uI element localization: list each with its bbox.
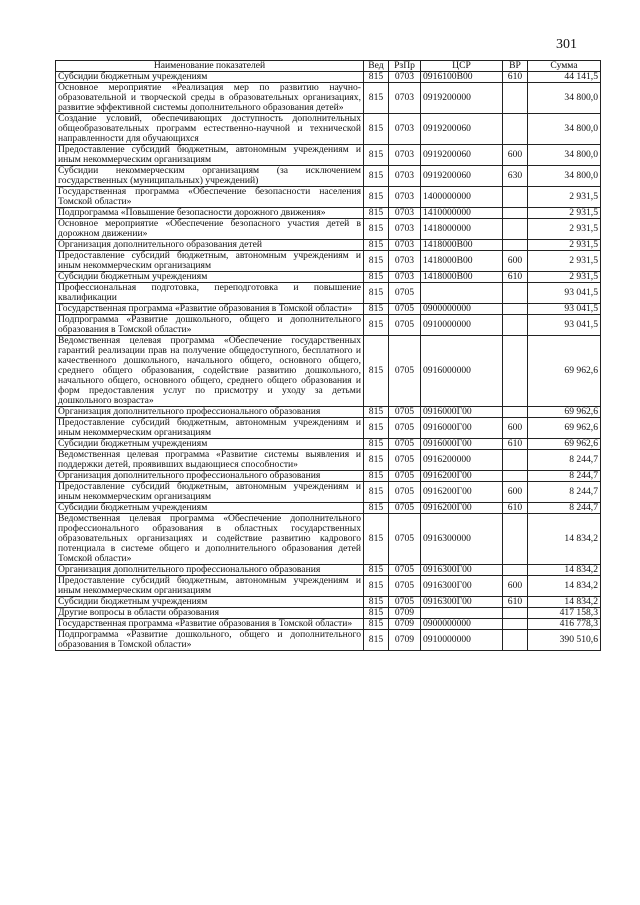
table-row: [56, 283, 601, 304]
cell-name: Предоставление субсидий бюджетным, автономным учреждениям и иным некоммерческим организациям: [56, 418, 364, 439]
cell-name: Организация дополнительного профессионального образования: [56, 565, 364, 576]
table-row: [56, 272, 601, 283]
cell-ved: 815: [364, 304, 389, 315]
cell-name: Субсидии бюджетным учреждениям: [56, 503, 364, 514]
cell-rzpr: 0705: [389, 315, 421, 336]
cell-csr: [421, 283, 503, 304]
table-row: [56, 608, 601, 619]
cell-rzpr: 0703: [389, 240, 421, 251]
cell-sum: 34 800,0: [528, 114, 601, 145]
cell-vr: [503, 565, 528, 576]
cell-sum: 2 931,5: [528, 208, 601, 219]
cell-vr: 600: [503, 482, 528, 503]
header-vr: ВР: [503, 61, 528, 72]
table-row: [56, 208, 601, 219]
header-csr: ЦСР: [421, 61, 503, 72]
cell-vr: [503, 219, 528, 240]
cell-csr: 0916000Г00: [421, 407, 503, 418]
cell-name: Организация дополнительного образования детей: [56, 240, 364, 251]
table-row: [56, 304, 601, 315]
cell-rzpr: 0703: [389, 208, 421, 219]
cell-vr: 610: [503, 503, 528, 514]
cell-csr: 1418000000: [421, 219, 503, 240]
cell-ved: 815: [364, 514, 389, 565]
cell-ved: 815: [364, 439, 389, 450]
table-row: [56, 114, 601, 145]
page-number: 301: [556, 37, 577, 52]
cell-sum: 8 244,7: [528, 503, 601, 514]
cell-rzpr: 0703: [389, 272, 421, 283]
cell-vr: 610: [503, 597, 528, 608]
cell-vr: [503, 471, 528, 482]
cell-name: Ведомственная целевая программа «Обеспечение государственных гарантий реализации прав на получение общедоступного, бесплатного и качественного дошкольного, начального общего, основного общего, среднего общего образования, содействие развитию дошкольного, начального общего, основного общего, среднего общего образования и форм предоставления услуг по присмотру и уходу за детьми дошкольного возраста»: [56, 336, 364, 407]
cell-name: Основное мероприятие «Обеспечение безопасного участия детей в дорожном движении»: [56, 219, 364, 240]
table-body: [56, 72, 601, 651]
cell-ved: 815: [364, 283, 389, 304]
cell-csr: 0900000000: [421, 304, 503, 315]
cell-csr: 0916000000: [421, 336, 503, 407]
cell-csr: 0916200000: [421, 450, 503, 471]
cell-vr: [503, 407, 528, 418]
cell-rzpr: 0705: [389, 418, 421, 439]
cell-name: Ведомственная целевая программа «Развитие системы выявления и поддержки детей, проявивших выдающиеся способности»: [56, 450, 364, 471]
cell-name: Субсидии бюджетным учреждениям: [56, 439, 364, 450]
cell-name: Субсидии некоммерческим организациям (за исключением государственных (муниципальных) учреждений): [56, 166, 364, 187]
cell-csr: 0916300000: [421, 514, 503, 565]
cell-sum: 2 931,5: [528, 219, 601, 240]
cell-ved: 815: [364, 608, 389, 619]
cell-ved: 815: [364, 251, 389, 272]
cell-csr: 0919200000: [421, 83, 503, 114]
cell-csr: 0916000Г00: [421, 418, 503, 439]
cell-ved: 815: [364, 145, 389, 166]
cell-csr: 0916300Г00: [421, 597, 503, 608]
cell-vr: 610: [503, 72, 528, 83]
table-row: [56, 439, 601, 450]
cell-sum: 14 834,2: [528, 565, 601, 576]
cell-name: Предоставление субсидий бюджетным, автономным учреждениям и иным некоммерческим организациям: [56, 251, 364, 272]
cell-csr: [421, 608, 503, 619]
cell-vr: 610: [503, 439, 528, 450]
table-row: [56, 471, 601, 482]
table-row: [56, 619, 601, 630]
cell-ved: 815: [364, 336, 389, 407]
cell-sum: 2 931,5: [528, 187, 601, 208]
cell-rzpr: 0705: [389, 471, 421, 482]
cell-csr: 0916200Г00: [421, 482, 503, 503]
cell-sum: 44 141,5: [528, 72, 601, 83]
cell-rzpr: 0705: [389, 565, 421, 576]
cell-vr: [503, 336, 528, 407]
cell-sum: 417 158,3: [528, 608, 601, 619]
cell-name: Государственная программа «Обеспечение безопасности населения Томской области»: [56, 187, 364, 208]
cell-csr: 0916200Г00: [421, 471, 503, 482]
table-row: [56, 565, 601, 576]
cell-sum: 416 778,3: [528, 619, 601, 630]
header-rzpr: РзПр: [389, 61, 421, 72]
cell-ved: 815: [364, 208, 389, 219]
cell-csr: 0916200Г00: [421, 503, 503, 514]
cell-sum: 69 962,6: [528, 407, 601, 418]
cell-rzpr: 0703: [389, 219, 421, 240]
cell-ved: 815: [364, 471, 389, 482]
cell-vr: 600: [503, 418, 528, 439]
cell-sum: 93 041,5: [528, 283, 601, 304]
table-row: [56, 514, 601, 565]
cell-ved: 815: [364, 240, 389, 251]
cell-sum: 2 931,5: [528, 251, 601, 272]
cell-sum: 34 800,0: [528, 166, 601, 187]
cell-ved: 815: [364, 407, 389, 418]
cell-name: Субсидии бюджетным учреждениям: [56, 72, 364, 83]
cell-rzpr: 0703: [389, 83, 421, 114]
cell-rzpr: 0705: [389, 283, 421, 304]
cell-vr: 630: [503, 166, 528, 187]
cell-rzpr: 0705: [389, 576, 421, 597]
budget-table: [55, 60, 601, 651]
cell-sum: 2 931,5: [528, 272, 601, 283]
cell-sum: 34 800,0: [528, 83, 601, 114]
cell-sum: 8 244,7: [528, 450, 601, 471]
cell-rzpr: 0705: [389, 597, 421, 608]
cell-ved: 815: [364, 619, 389, 630]
cell-name: Ведомственная целевая программа «Обеспечение дополнительного профессионального образования в областных государственных образовательных организациях и содействие развитию кадрового потенциала в системе общего и дополнительного образования детей Томской области»: [56, 514, 364, 565]
cell-csr: 0919200060: [421, 166, 503, 187]
header-name: Наименование показателей: [56, 61, 364, 72]
cell-rzpr: 0705: [389, 407, 421, 418]
cell-ved: 815: [364, 597, 389, 608]
header-sum: Сумма: [528, 61, 601, 72]
cell-sum: 14 834,2: [528, 514, 601, 565]
table-row: [56, 72, 601, 83]
cell-name: Организация дополнительного профессионального образования: [56, 407, 364, 418]
cell-sum: 14 834,2: [528, 576, 601, 597]
table-row: [56, 315, 601, 336]
cell-sum: 34 800,0: [528, 145, 601, 166]
cell-csr: 0916300Г00: [421, 576, 503, 597]
cell-ved: 815: [364, 565, 389, 576]
cell-name: Предоставление субсидий бюджетным, автономным учреждениям и иным некоммерческим организациям: [56, 576, 364, 597]
cell-sum: 14 834,2: [528, 597, 601, 608]
cell-rzpr: 0703: [389, 166, 421, 187]
cell-ved: 815: [364, 482, 389, 503]
table-row: [56, 407, 601, 418]
cell-ved: 815: [364, 630, 389, 651]
cell-csr: 0910000000: [421, 630, 503, 651]
cell-name: Подпрограмма «Развитие дошкольного, общего и дополнительного образования в Томской области»: [56, 315, 364, 336]
cell-rzpr: 0705: [389, 503, 421, 514]
cell-name: Субсидии бюджетным учреждениям: [56, 597, 364, 608]
cell-vr: [503, 619, 528, 630]
cell-vr: [503, 450, 528, 471]
cell-rzpr: 0703: [389, 187, 421, 208]
cell-sum: 2 931,5: [528, 240, 601, 251]
cell-sum: 8 244,7: [528, 471, 601, 482]
cell-csr: 1410000000: [421, 208, 503, 219]
cell-vr: 600: [503, 251, 528, 272]
table-row: [56, 219, 601, 240]
table-row: [56, 145, 601, 166]
cell-vr: 610: [503, 272, 528, 283]
cell-name: Государственная программа «Развитие образования в Томской области»: [56, 619, 364, 630]
cell-name: Предоставление субсидий бюджетным, автономным учреждениям и иным некоммерческим организациям: [56, 145, 364, 166]
cell-ved: 815: [364, 450, 389, 471]
cell-csr: 1418000В00: [421, 240, 503, 251]
cell-sum: 69 962,6: [528, 418, 601, 439]
cell-sum: 8 244,7: [528, 482, 601, 503]
cell-vr: [503, 83, 528, 114]
table-row: [56, 240, 601, 251]
cell-csr: 0916300Г00: [421, 565, 503, 576]
cell-vr: 600: [503, 576, 528, 597]
table-row: [56, 630, 601, 651]
cell-rzpr: 0709: [389, 630, 421, 651]
cell-sum: 93 041,5: [528, 304, 601, 315]
table-row: [56, 482, 601, 503]
cell-vr: [503, 315, 528, 336]
table-row: [56, 450, 601, 471]
cell-csr: 1400000000: [421, 187, 503, 208]
cell-rzpr: 0705: [389, 336, 421, 407]
table-row: [56, 576, 601, 597]
cell-rzpr: 0705: [389, 304, 421, 315]
cell-rzpr: 0705: [389, 439, 421, 450]
cell-ved: 815: [364, 315, 389, 336]
cell-sum: 390 510,6: [528, 630, 601, 651]
cell-name: Предоставление субсидий бюджетным, автономным учреждениям и иным некоммерческим организациям: [56, 482, 364, 503]
table-header-row: [56, 61, 601, 72]
header-ved: Вед: [364, 61, 389, 72]
cell-ved: 815: [364, 219, 389, 240]
cell-ved: 815: [364, 83, 389, 114]
cell-vr: [503, 514, 528, 565]
table-row: [56, 503, 601, 514]
cell-rzpr: 0703: [389, 145, 421, 166]
cell-rzpr: 0703: [389, 114, 421, 145]
table-row: [56, 187, 601, 208]
table-row: [56, 336, 601, 407]
cell-vr: [503, 630, 528, 651]
cell-name: Другие вопросы в области образования: [56, 608, 364, 619]
cell-rzpr: 0703: [389, 251, 421, 272]
cell-name: Субсидии бюджетным учреждениям: [56, 272, 364, 283]
cell-sum: 93 041,5: [528, 315, 601, 336]
cell-name: Подпрограмма «Повышение безопасности дорожного движения»: [56, 208, 364, 219]
table-row: [56, 83, 601, 114]
cell-vr: [503, 304, 528, 315]
cell-sum: 69 962,6: [528, 336, 601, 407]
table-row: [56, 418, 601, 439]
cell-name: Подпрограмма «Развитие дошкольного, общего и дополнительного образования в Томской области»: [56, 630, 364, 651]
cell-sum: 69 962,6: [528, 439, 601, 450]
cell-vr: [503, 114, 528, 145]
cell-ved: 815: [364, 503, 389, 514]
cell-name: Организация дополнительного профессионального образования: [56, 471, 364, 482]
cell-csr: 0919200060: [421, 145, 503, 166]
cell-csr: 0900000000: [421, 619, 503, 630]
cell-name: Профессиональная подготовка, переподготовка и повышение квалификации: [56, 283, 364, 304]
cell-ved: 815: [364, 187, 389, 208]
cell-csr: 0919200060: [421, 114, 503, 145]
cell-rzpr: 0705: [389, 514, 421, 565]
table-row: [56, 251, 601, 272]
cell-vr: [503, 208, 528, 219]
cell-ved: 815: [364, 114, 389, 145]
cell-name: Государственная программа «Развитие образования в Томской области»: [56, 304, 364, 315]
cell-csr: 1418000В00: [421, 272, 503, 283]
table-row: [56, 166, 601, 187]
cell-csr: 1418000В00: [421, 251, 503, 272]
cell-ved: 815: [364, 166, 389, 187]
cell-csr: 0916100В00: [421, 72, 503, 83]
cell-rzpr: 0705: [389, 450, 421, 471]
cell-vr: 600: [503, 145, 528, 166]
cell-vr: [503, 283, 528, 304]
cell-csr: 0910000000: [421, 315, 503, 336]
cell-ved: 815: [364, 576, 389, 597]
cell-ved: 815: [364, 272, 389, 283]
cell-vr: [503, 608, 528, 619]
cell-vr: [503, 240, 528, 251]
cell-ved: 815: [364, 72, 389, 83]
cell-rzpr: 0705: [389, 482, 421, 503]
cell-rzpr: 0709: [389, 608, 421, 619]
table-row: [56, 597, 601, 608]
cell-rzpr: 0709: [389, 619, 421, 630]
cell-name: Создание условий, обеспечивающих доступность дополнительных общеобразовательных программ естественно-научной и технической направленности для обучающихся: [56, 114, 364, 145]
cell-ved: 815: [364, 418, 389, 439]
cell-vr: [503, 187, 528, 208]
cell-rzpr: 0703: [389, 72, 421, 83]
cell-name: Основное мероприятие «Реализация мер по развитию научно-образовательной и творческой среды в образовательных организациях, развитие эффективной системы дополнительного образования детей»: [56, 83, 364, 114]
cell-csr: 0916000Г00: [421, 439, 503, 450]
